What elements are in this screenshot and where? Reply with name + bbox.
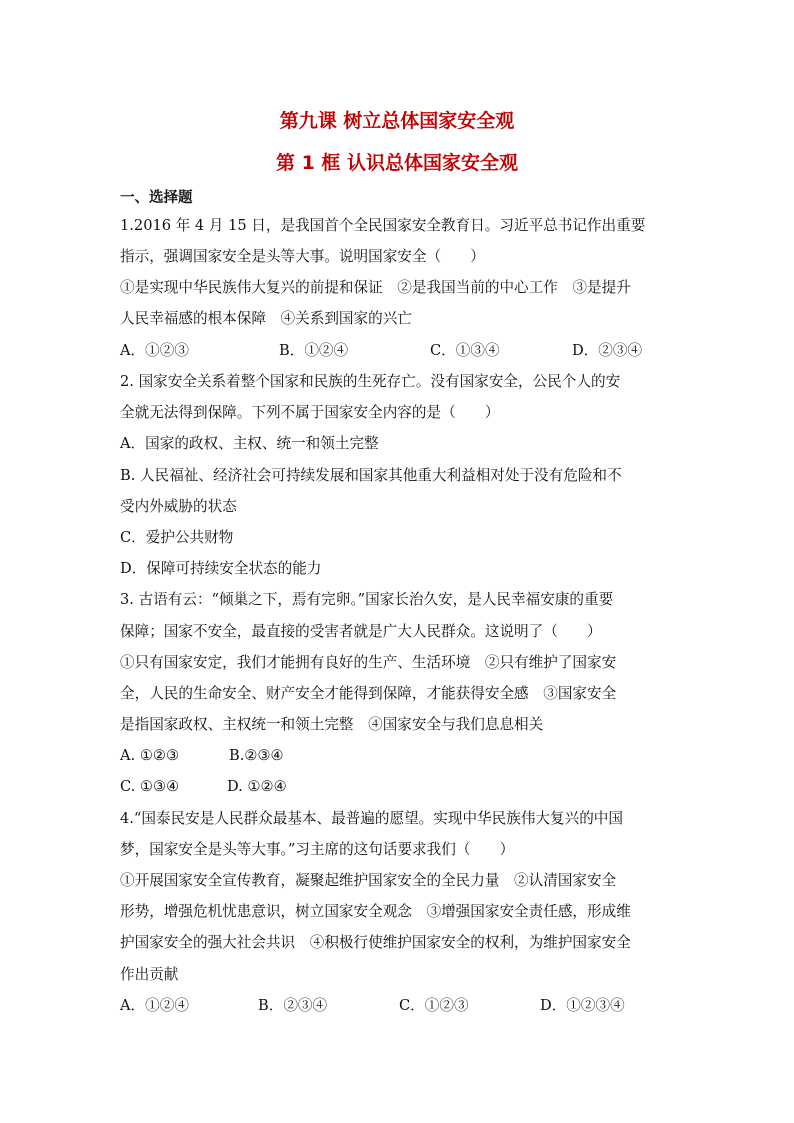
q4-statement-line: 护国家安全的强大社会共识 ④积极行使维护国家安全的权利，为维护国家安全 xyxy=(120,934,631,951)
q4-statement-line: 作出贡献 xyxy=(120,966,179,983)
q4-statement-line: ①开展国家安全宣传教育，凝聚起维护国家安全的全民力量 ②认清国家安全 xyxy=(120,872,617,889)
q3-stem-line: 3. 古语有云：“倾巢之下，焉有完卵。”国家长治久安，是人民幸福安康的重要 xyxy=(120,591,614,608)
q4-statement-line: 形势，增强危机忧患意识，树立国家安全观念 ③增强国家安全责任感，形成维 xyxy=(120,903,631,920)
section-subtitle: 第 1 框 认识总体国家安全观 xyxy=(275,152,519,174)
q1-option-d: D．②③④ xyxy=(572,342,643,359)
q2-option-c: C．爱护公共财物 xyxy=(120,529,234,546)
q2-option-b: B. 人民福祉、经济社会可持续发展和国家其他重大利益相对处于没有危险和不 xyxy=(120,467,622,484)
q2-option-d: D．保障可持续安全状态的能力 xyxy=(120,560,322,577)
q1-option-b: B．①②④ xyxy=(279,342,349,359)
q3-statement-line: 全，人民的生命安全、财产安全才能得到保障，才能获得安全感 ③国家安全 xyxy=(120,685,617,702)
q2-option-b-cont: 受内外威胁的状态 xyxy=(120,498,237,515)
q1-option-a: A．①②③ xyxy=(120,342,189,359)
q4-option-b: B．②③④ xyxy=(258,997,328,1014)
q3-option-a: A. ①②③ xyxy=(120,747,180,764)
q3-statement-line: ①只有国家安定，我们才能拥有良好的生产、生活环境 ②只有维护了国家安 xyxy=(120,654,617,671)
q4-option-a: A．①②④ xyxy=(120,997,189,1014)
lesson-title: 第九课 树立总体国家安全观 xyxy=(279,110,515,132)
q4-option-d: D．①②③④ xyxy=(540,997,625,1014)
q1-statement-line: 人民幸福感的根本保障 ④关系到国家的兴亡 xyxy=(120,310,412,327)
q1-stem-line: 指示，强调国家安全是头等大事。说明国家安全（ ） xyxy=(120,248,485,265)
q4-stem-line: 梦，国家安全是头等大事。”习主席的这句话要求我们（ ） xyxy=(120,841,515,858)
q2-stem-line: 全就无法得到保障。下列不属于国家安全内容的是（ ） xyxy=(120,404,500,421)
q4-option-c: C．①②③ xyxy=(399,997,469,1014)
q2-option-a: A．国家的政权、主权、统一和领土完整 xyxy=(120,435,379,452)
q1-stem-line: 1.2016 年 4 月 15 日，是我国首个全民国家安全教育日。习近平总书记作出重要 xyxy=(120,217,646,234)
q2-stem-line: 2. 国家安全关系着整个国家和民族的生死存亡。没有国家安全，公民个人的安 xyxy=(120,373,621,390)
q3-option-c: C. ①③④ xyxy=(120,778,180,795)
q1-option-c: C．①③④ xyxy=(430,342,500,359)
q3-option-d: D. ①②④ xyxy=(227,778,287,795)
q3-statement-line: 是指国家政权、主权统一和领土完整 ④国家安全与我们息息相关 xyxy=(120,716,544,733)
q3-option-b: B.②③④ xyxy=(229,747,284,764)
q4-stem-line: 4.“国泰民安是人民群众最基本、最普遍的愿望。实现中华民族伟大复兴的中国 xyxy=(120,810,623,827)
q1-statement-line: ①是实现中华民族伟大复兴的前提和保证 ②是我国当前的中心工作 ③是提升 xyxy=(120,279,631,296)
q3-stem-line: 保障；国家不安全，最直接的受害者就是广大人民群众。这说明了（ ） xyxy=(120,623,602,640)
section-heading: 一、选择题 xyxy=(120,190,193,206)
